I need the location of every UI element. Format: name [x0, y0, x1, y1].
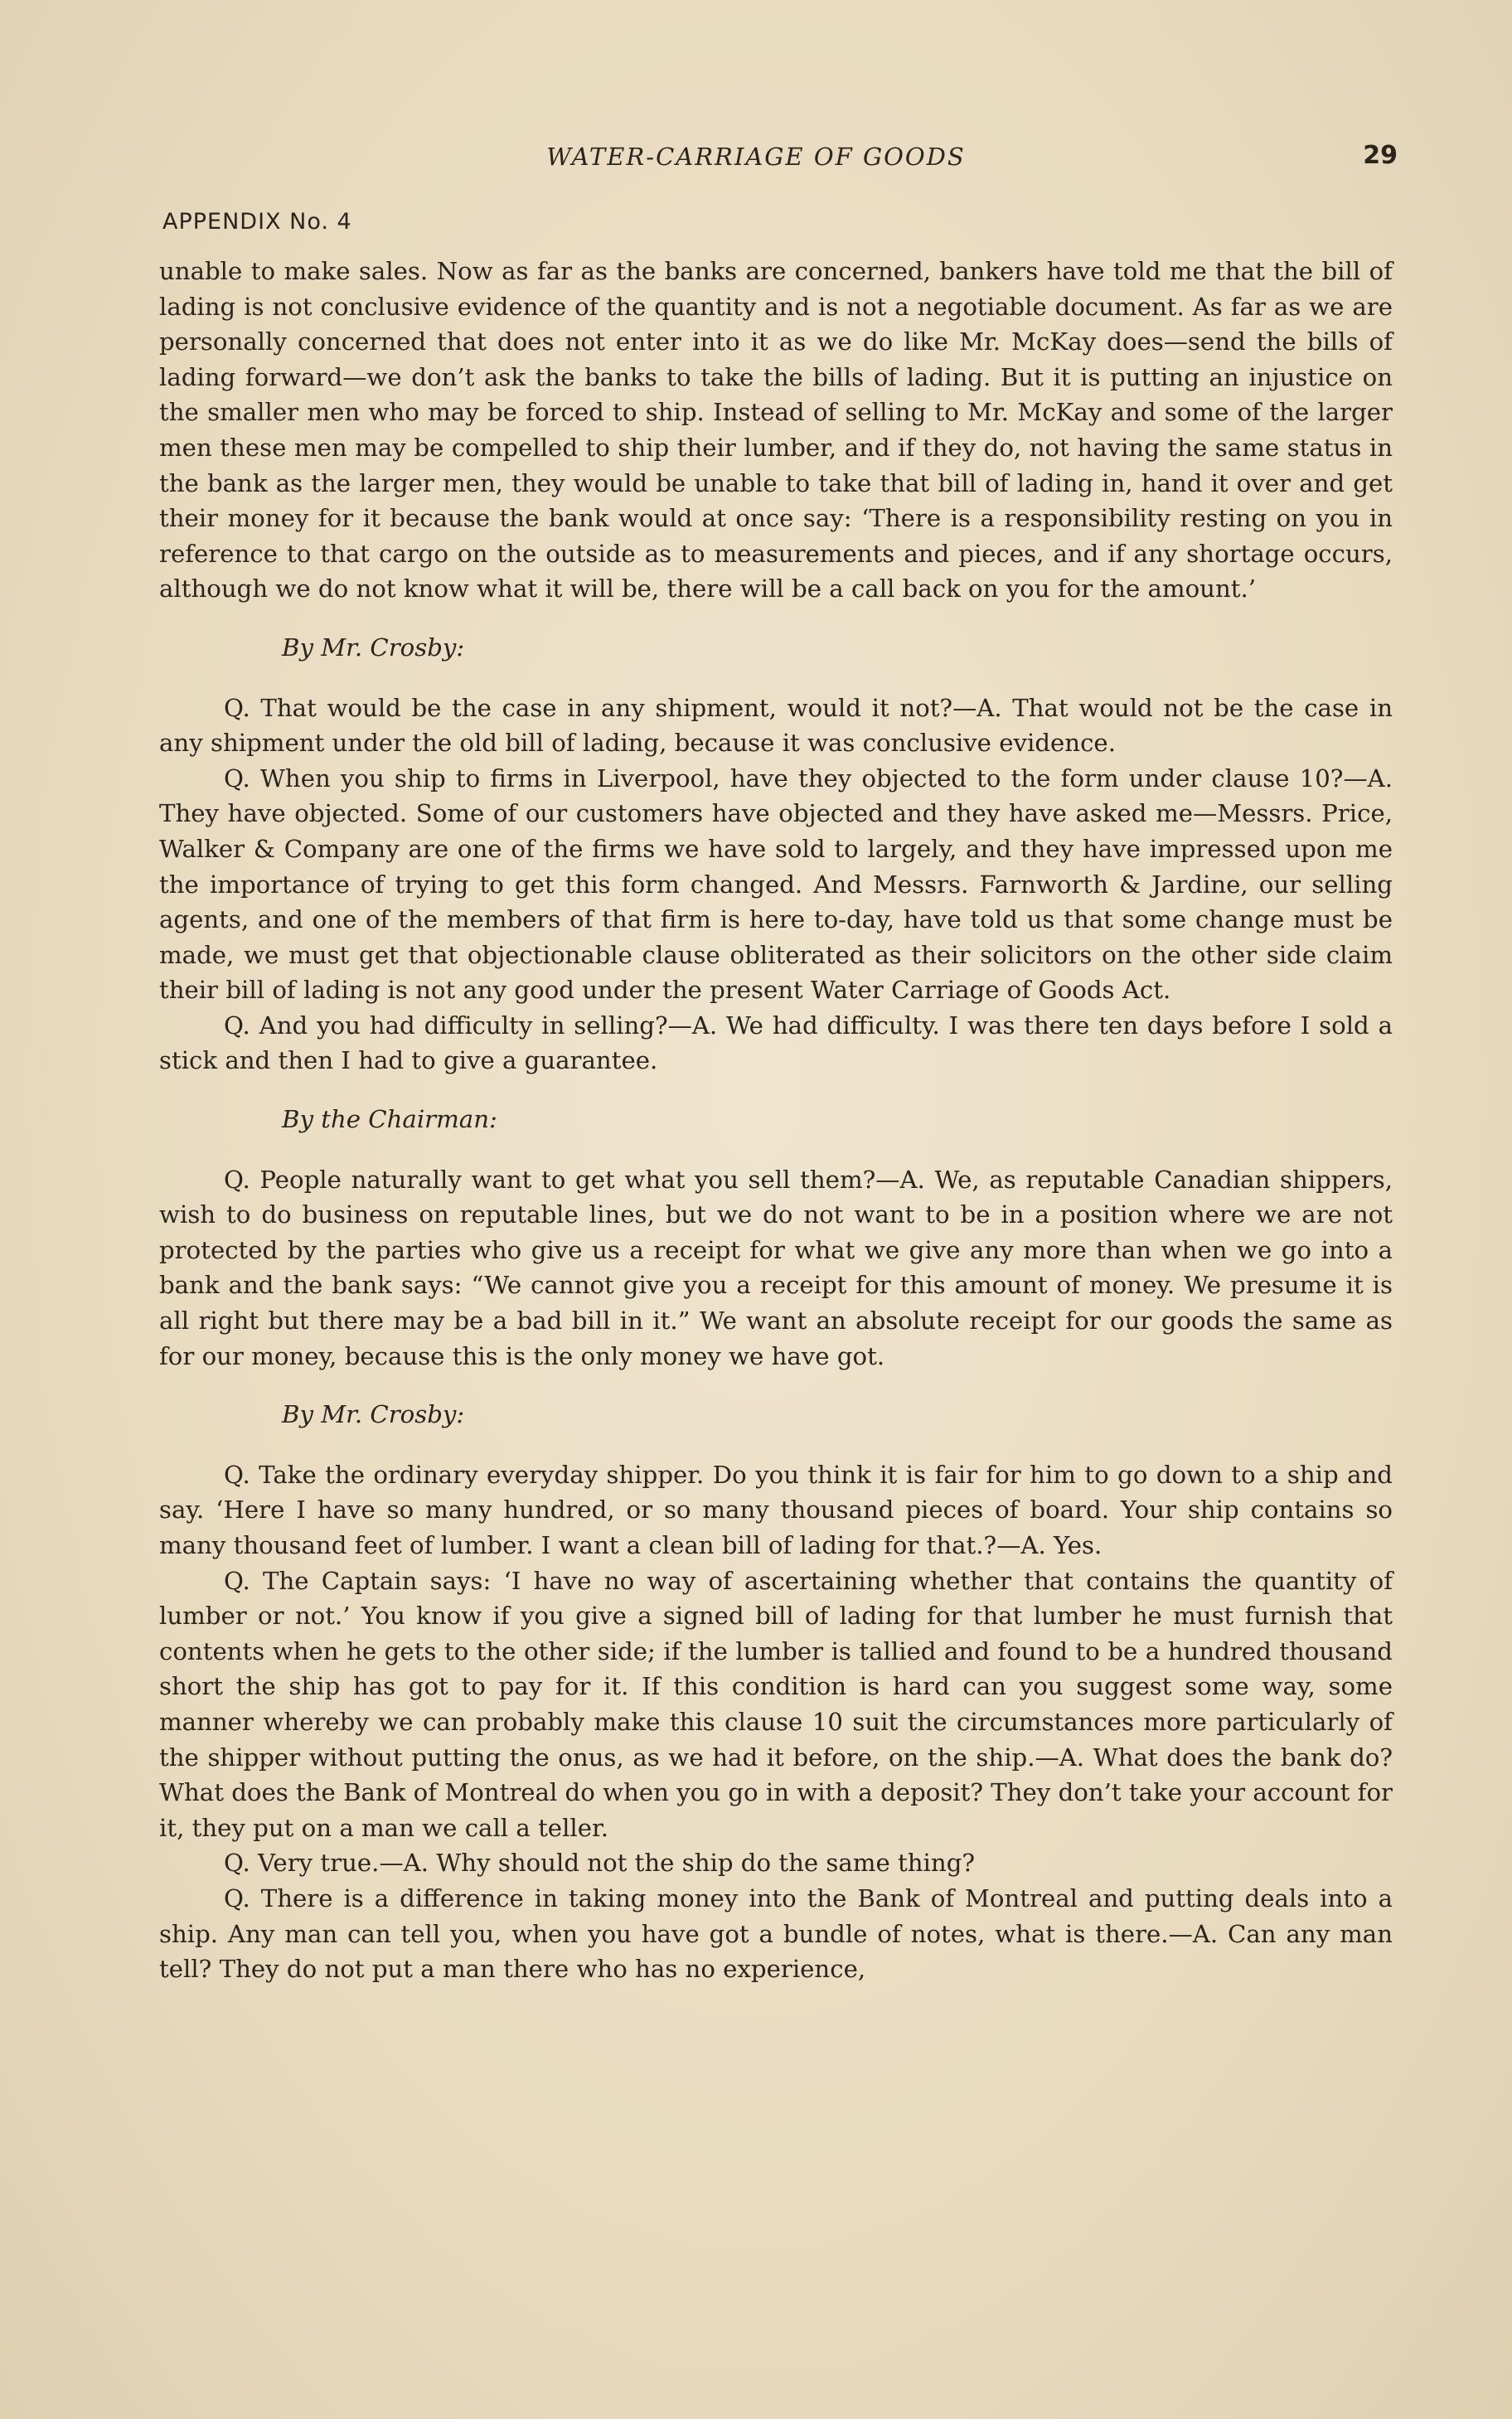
paragraph: Q. When you ship to firms in Liverpool, have they objected to the form under clause 10?—A. They have objected. Some of our customers have objected and they have asked me—Messrs. Price, Walker & Company are one of the firms we have sold to largely, and they have impressed upon me the importance of trying to get this form changed. And Messrs. Farnworth & Jardine, our selling agents, and one of the members of that firm is here to-day, have told us that some change must be made, we must get that objectionable clause obliterated as their solicitors on the other side claim their bill of lading is not any good under the present Water Carriage of Goods Act.: [159, 764, 1393, 1005]
page-number: 29: [1363, 141, 1398, 170]
running-title: WATER-CARRIAGE OF GOODS: [546, 143, 966, 171]
appendix-label: APPENDIX No. 4: [162, 209, 352, 235]
speaker-heading: By Mr. Crosby:: [282, 1400, 465, 1429]
paragraph: Q. Very true.—A. Why should not the ship do the same thing?: [224, 1849, 976, 1878]
paragraph: Q. There is a difference in taking money into the Bank of Montreal and putting deals into a ship. Any man can tell you, when you have got a bundle of notes, what is there.—A. Can any man tell? They do not put a man there who has no experience,: [159, 1883, 1393, 1984]
paragraph: Q. The Captain says: ‘I have no way of ascertaining whether that contains the quantity of lumber or not.’ You know if you give a signed bill of lading for that lumber he must furnish that contents when he gets to the other side; if the lumber is tallied and found to be a hundred thousand short the ship has got to pay for it. If this condition is hard can you suggest some way, some manner whereby we can probably make this clause 10 suit the circumstances more particularly of the shipper without putting the onus, as we had it before, on the ship.—A. What does the bank do? What does the Bank of Montreal do when you go in with a deposit? They don’t take your account for it, they put on a man we call a teller.: [159, 1566, 1393, 1842]
body-text: [159, 254, 1393, 1987]
paragraph: Q. People naturally want to get what you sell them?—A. We, as reputable Canadian shippers, wish to do business on reputable lines, but we do not want to be in a position where we are not protected by the parties who give us a receipt for what we give any more than when we go into a bank and the bank says: “We cannot give you a receipt for this amount of money. We presume it is all right but there may be a bad bill in it.” We want an absolute receipt for our goods the same as for our money, because this is the only money we have got.: [159, 1165, 1393, 1370]
paragraph: Q. That would be the case in any shipment, would it not?—A. That would not be the case in any shipment under the old bill of lading, because it was conclusive evidence.: [159, 693, 1393, 758]
speaker-heading: By the Chairman:: [282, 1105, 497, 1134]
speaker-heading: By Mr. Crosby:: [282, 633, 465, 662]
paragraph: Q. Take the ordinary everyday shipper. Do you think it is fair for him to go down to a ship and say. ‘Here I have so many hundred, or so many thousand pieces of board. Your ship contains so many thousand feet of lumber. I want a clean bill of lading for that.?—A. Yes.: [159, 1460, 1393, 1559]
paragraph: Q. And you had difficulty in selling?—A. We had difficulty. I was there ten days before I sold a stick and then I had to give a guarantee.: [159, 1011, 1393, 1075]
paragraph: unable to make sales. Now as far as the banks are concerned, bankers have told me that the bill of lading is not conclusive evidence of the quantity and is not a negotiable document. As far as we are personally concerned that does not enter into it as we do like Mr. McKay does—send the bills of lading forward—we don’t ask the banks to take the bills of lading. But it is putting an injustice on the smaller men who may be forced to ship. Instead of selling to Mr. McKay and some of the larger men these men may be compelled to ship their lumber, and if they do, not having the same status in the bank as the larger men, they would be unable to take that bill of lading in, hand it over and get their money for it because the bank would at once say: ‘There is a responsibility resting on you in reference to that cargo on the outside as to measurements and pieces, and if any shortage occurs, although we do not know what it will be, there will be a call back on you for the amount.’: [159, 257, 1393, 604]
running-head: [0, 143, 1512, 176]
